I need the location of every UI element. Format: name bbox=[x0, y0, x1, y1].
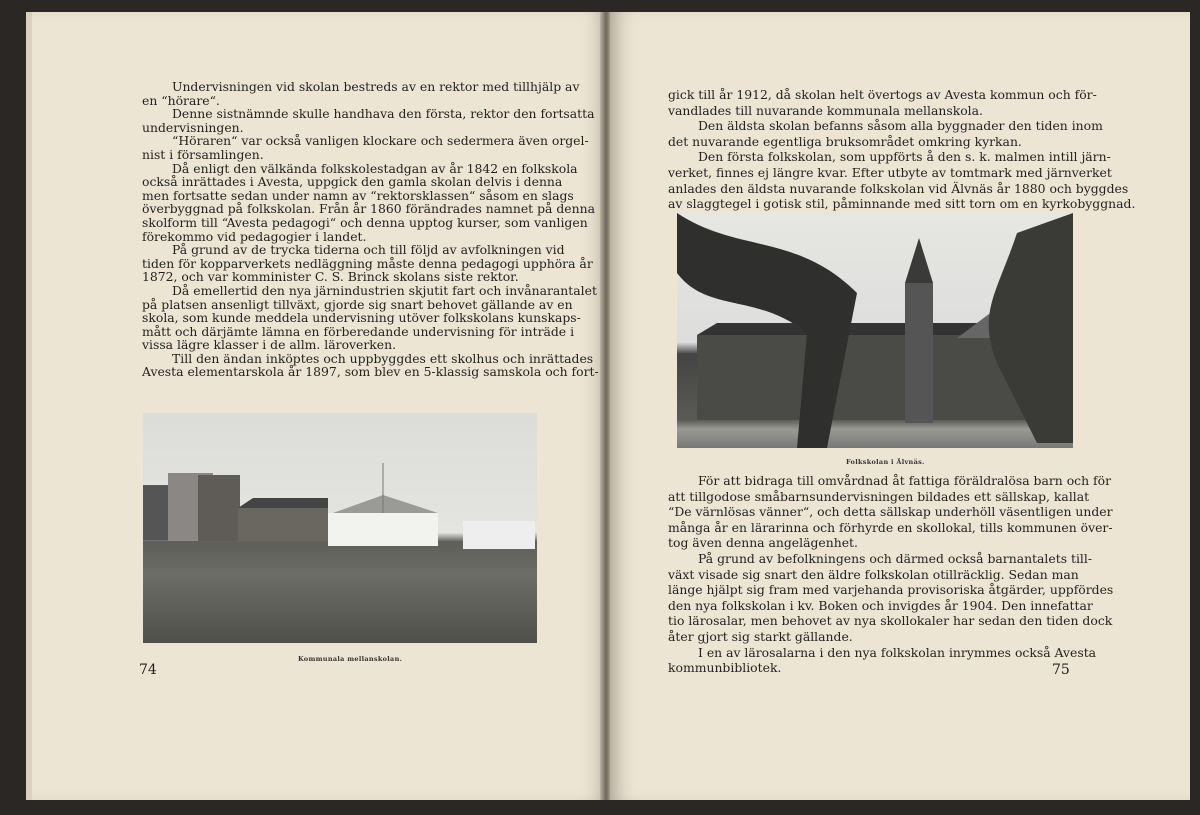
text-line: också inrättades i Avesta, uppgick den gamla skolan delvis i denna bbox=[142, 174, 563, 190]
church-like-school-illustration bbox=[677, 213, 1073, 448]
right-page-top-text bbox=[668, 87, 1136, 212]
photo-folkskolan-i-alvnas bbox=[677, 213, 1073, 448]
text-line: På grund av befolkningens och därmed också barnantalets till- bbox=[698, 550, 1093, 566]
text-line: men fortsatte sedan under namn av “rektorsklassen“ såsom en slags bbox=[142, 187, 574, 203]
right-page-bottom-text bbox=[668, 473, 1114, 676]
paragraph bbox=[668, 550, 1114, 645]
text-line: Den första folkskolan, som uppförts å den s. k. malmen intill järn- bbox=[698, 149, 1111, 165]
paragraph bbox=[668, 149, 1136, 212]
text-line: av slaggtegel i gotisk stil, påminnande med sitt torn om en kyrkobyggnad. bbox=[668, 196, 1136, 212]
paragraph bbox=[142, 242, 593, 285]
page-number-right: 75 bbox=[1052, 662, 1070, 678]
text-line: 1872, och var komminister C. S. Brinck skolans siste rektor. bbox=[142, 269, 519, 285]
text-line: skola, som kunde meddela undervisning utöver folkskolans kunskaps- bbox=[142, 310, 581, 326]
text-line: undervisningen. bbox=[142, 119, 244, 135]
text-line: tiden för kopparverkets nedläggning måste denna pedagogi upphöra år bbox=[142, 255, 593, 271]
text-line: tog även denna angelägenhet. bbox=[668, 535, 858, 551]
text-line: vissa lägre klasser i de allm. läroverken. bbox=[142, 337, 397, 353]
paragraph bbox=[142, 160, 595, 244]
text-line: Då emellertid den nya järnindustrien skjutit fart och invånarantalet bbox=[172, 282, 597, 298]
text-line: på platsen ansenligt tillväxt, gjorde sig snart behovet gällande av en bbox=[142, 296, 573, 312]
school-buildings-illustration bbox=[143, 413, 537, 643]
photo-caption: Folkskolan i Älvnäs. bbox=[846, 458, 925, 466]
text-line: På grund av de trycka tiderna och till följd av avfolkningen vid bbox=[172, 242, 565, 258]
text-line: tio lärosalar, men behovet av nya skollokaler har sedan den tiden dock bbox=[668, 613, 1113, 629]
paragraph bbox=[142, 350, 599, 380]
text-line: en “hörare“. bbox=[142, 92, 220, 108]
paragraph bbox=[142, 133, 589, 162]
paragraph bbox=[668, 87, 1097, 118]
paragraph bbox=[668, 118, 1103, 149]
paragraph bbox=[668, 473, 1113, 551]
text-line: vandlades till nuvarande kommunala mellanskola. bbox=[668, 102, 983, 118]
left-page-body-text bbox=[142, 79, 599, 380]
photo-caption: Kommunala mellanskolan. bbox=[298, 655, 403, 663]
text-line: Denne sistnämnde skulle handhava den första, rektor den fortsatta bbox=[172, 106, 595, 122]
text-line: nist i församlingen. bbox=[142, 146, 264, 162]
text-line: växt visade sig snart den äldre folkskolan otillräcklig. Sedan man bbox=[668, 566, 1079, 582]
text-line: kommunbibliotek. bbox=[668, 660, 782, 676]
text-line: skolform till “Avesta pedagogi“ och denna upptog kurser, som vanligen bbox=[142, 214, 588, 230]
text-line: Den äldsta skolan befanns såsom alla byggnader den tiden inom bbox=[698, 118, 1103, 134]
paragraph bbox=[668, 644, 1097, 676]
text-line: åter gjort sig starkt gällande. bbox=[668, 628, 853, 644]
paragraph bbox=[142, 79, 580, 108]
text-line: I en av lärosalarna i den nya folkskolan inrymmes också Avesta bbox=[698, 644, 1097, 660]
text-line: överbyggnad på folkskolan. Från år 1860 förändrades namnet på denna bbox=[142, 201, 595, 217]
text-line: Avesta elementarskola år 1897, som blev en 5-klassig samskola och fort- bbox=[142, 364, 599, 380]
text-line: många år en lärarinna och förhyrde en skollokal, tills kommunen över- bbox=[668, 519, 1113, 535]
paragraph bbox=[142, 106, 595, 135]
text-line: länge hjälpt sig fram med varjehanda provisoriska åtgärder, uppfördes bbox=[668, 582, 1114, 598]
text-line: anlades den äldsta nuvarande folkskolan vid Älvnäs år 1880 och byggdes bbox=[668, 180, 1129, 196]
text-line: det nuvarande egentliga bruksområdet omkring kyrkan. bbox=[668, 133, 1022, 149]
text-line: “De värnlösas vänner“, och detta sällskap underhöll väsentligen under bbox=[668, 504, 1113, 520]
text-line: att tillgodose småbarnsundervisningen bildades ett sällskap, kallat bbox=[668, 488, 1090, 504]
text-line: den nya folkskolan i kv. Boken och invigdes år 1904. Den innefattar bbox=[668, 597, 1093, 613]
text-line: För att bidraga till omvårdnad åt fattiga föräldralösa barn och för bbox=[698, 473, 1111, 488]
text-line: “Höraren“ var också vanligen klockare och sedermera även orgel- bbox=[172, 133, 589, 149]
text-line: Undervisningen vid skolan bestreds av en rektor med tillhjälp av bbox=[172, 79, 580, 94]
page-number-left: 74 bbox=[139, 662, 157, 678]
photo-kommunala-mellanskolan bbox=[143, 413, 537, 643]
text-line: förekommo vid pedagogier i landet. bbox=[142, 228, 367, 244]
text-line: mått och därjämte lämna en förberedande undervisning för inträde i bbox=[142, 323, 575, 339]
text-line: gick till år 1912, då skolan helt övertogs av Avesta kommun och för- bbox=[668, 87, 1097, 102]
text-line: verket, finnes ej längre kvar. Efter utbyte av tomtmark med järnverket bbox=[668, 164, 1112, 180]
paragraph bbox=[142, 282, 597, 353]
text-line: Då enligt den välkända folkskolestadgan av år 1842 en folkskola bbox=[172, 160, 578, 176]
text-line: Till den ändan inköptes och uppbyggdes ett skolhus och inrättades bbox=[172, 350, 594, 366]
